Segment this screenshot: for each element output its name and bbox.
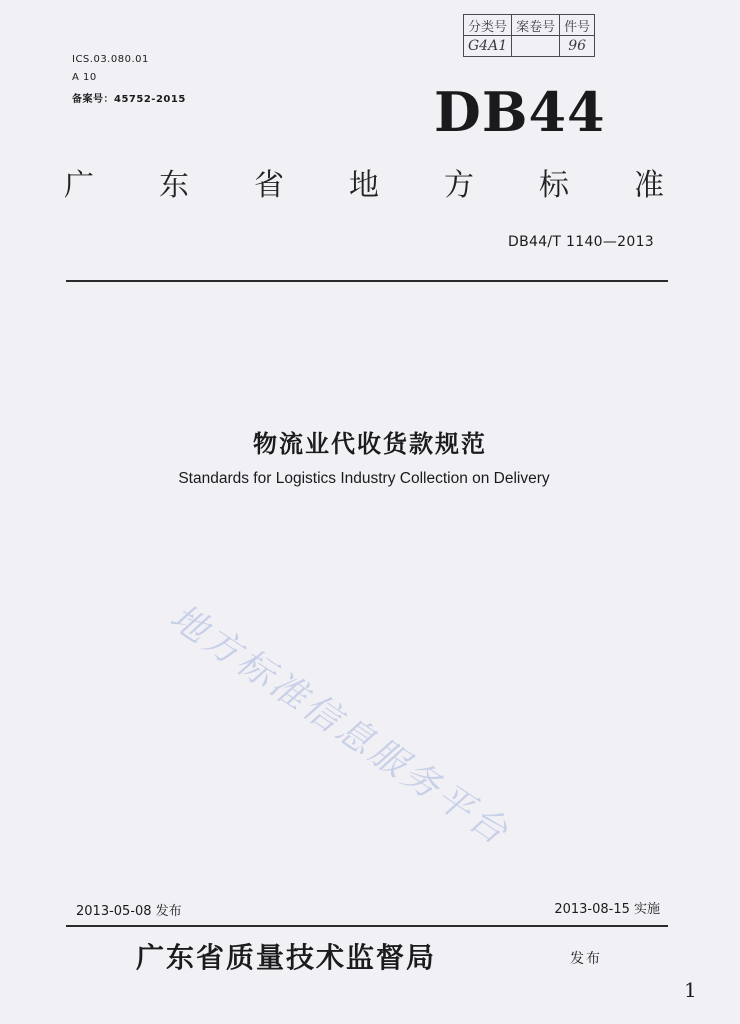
title-english: Standards for Logistics Industry Collection on Delivery xyxy=(178,470,550,487)
watermark-text: 地方标准信息服务平台 xyxy=(162,596,518,855)
standard-type-char: 省 xyxy=(254,168,284,203)
title-chinese: 物流业代收货款规范 xyxy=(253,430,487,458)
standard-type-char: 地 xyxy=(349,168,379,203)
standard-type-char: 准 xyxy=(634,168,664,203)
standard-type-heading xyxy=(64,160,664,204)
issuing-suffix: 发布 xyxy=(570,951,602,967)
db-code-logo: DB44 xyxy=(434,80,606,144)
standard-number: DB44/T 1140—2013 xyxy=(508,234,654,250)
stamp-value-file xyxy=(512,36,560,57)
stamp-header-file: 案卷号 xyxy=(512,15,560,36)
page-number: 1 xyxy=(684,978,697,1002)
implement-date: 2013-08-15 实施 xyxy=(554,902,660,917)
stamp-value-category: G4A1 xyxy=(464,36,512,57)
issuing-authority: 广东省质量技术监督局 xyxy=(136,941,437,974)
top-divider xyxy=(66,280,668,282)
stamp-header-category: 分类号 xyxy=(464,15,512,36)
filing-stamp-table xyxy=(463,14,595,57)
standard-type-char: 方 xyxy=(444,168,474,203)
stamp-header-item: 件号 xyxy=(560,15,595,36)
ccs-code: A 10 xyxy=(72,72,97,83)
stamp-value-row xyxy=(464,36,595,57)
record-number: 备案号：45752-2015 xyxy=(72,94,186,105)
publish-date: 2013-05-08 发布 xyxy=(76,904,182,919)
standard-type-char: 东 xyxy=(159,168,189,203)
ics-code: ICS.03.080.01 xyxy=(72,54,149,65)
stamp-value-item: 96 xyxy=(560,36,595,57)
stamp-header-row xyxy=(464,15,595,36)
bottom-divider xyxy=(66,925,668,927)
standard-type-char: 广 xyxy=(64,168,94,203)
standard-type-char: 标 xyxy=(539,168,569,203)
